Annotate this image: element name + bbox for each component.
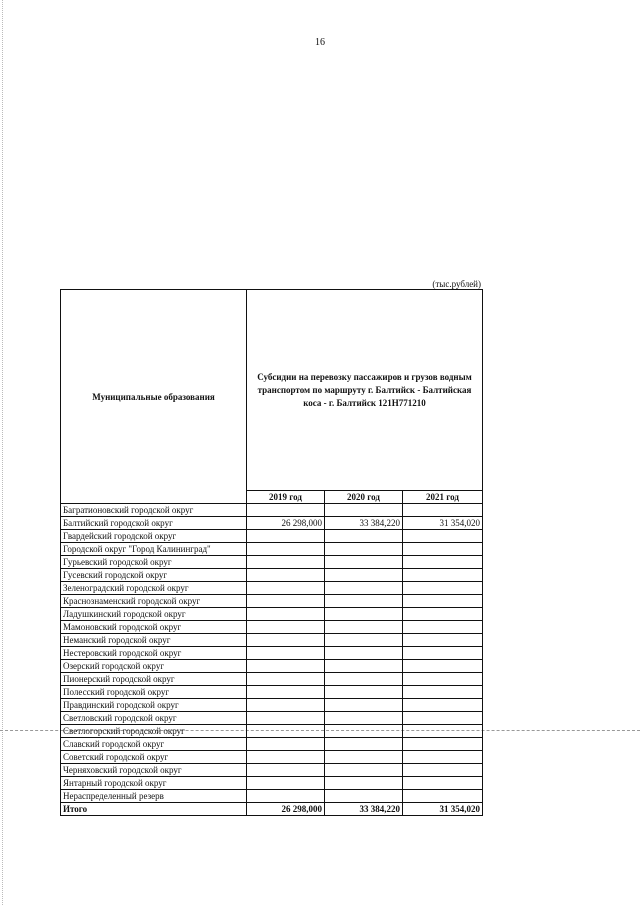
table-row — [61, 738, 483, 751]
table-row — [61, 686, 483, 699]
value-2020 — [325, 673, 403, 686]
municipality-name: Мамоновский городской округ — [61, 621, 247, 634]
value-2019 — [247, 569, 325, 582]
municipality-name: Краснознаменский городской округ — [61, 595, 247, 608]
page-number: 16 — [315, 37, 325, 48]
total-row — [61, 803, 483, 816]
value-2019 — [247, 777, 325, 790]
value-2019 — [247, 712, 325, 725]
municipality-name: Славский городской округ — [61, 738, 247, 751]
value-2021 — [403, 790, 483, 803]
value-2020: 33 384,220 — [325, 803, 403, 816]
value-2020: 33 384,220 — [325, 517, 403, 530]
value-2020 — [325, 582, 403, 595]
value-2021 — [403, 582, 483, 595]
value-2021 — [403, 595, 483, 608]
value-2021 — [403, 699, 483, 712]
municipality-name: Янтарный городской округ — [61, 777, 247, 790]
value-2020 — [325, 608, 403, 621]
value-2021 — [403, 530, 483, 543]
value-2020 — [325, 764, 403, 777]
table-row — [61, 712, 483, 725]
value-2019 — [247, 686, 325, 699]
value-2021 — [403, 712, 483, 725]
value-2021 — [403, 634, 483, 647]
value-2020 — [325, 569, 403, 582]
value-2021 — [403, 543, 483, 556]
value-2021 — [403, 504, 483, 517]
value-2020 — [325, 530, 403, 543]
table-row — [61, 556, 483, 569]
header-municipal: Муниципальные образования — [61, 290, 247, 504]
municipality-name: Озерский городской округ — [61, 660, 247, 673]
header-year-2021: 2021 год — [403, 491, 483, 504]
table-row — [61, 764, 483, 777]
table-row — [61, 751, 483, 764]
table-row — [61, 660, 483, 673]
value-2020 — [325, 556, 403, 569]
municipality-name: Советский городской округ — [61, 751, 247, 764]
municipality-name: Городской округ "Город Калининград" — [61, 543, 247, 556]
municipality-name: Неманский городской округ — [61, 634, 247, 647]
value-2019 — [247, 556, 325, 569]
table-row — [61, 673, 483, 686]
table-row — [61, 725, 483, 738]
header-year-2020: 2020 год — [325, 491, 403, 504]
table-header-row — [61, 290, 483, 491]
value-2020 — [325, 751, 403, 764]
table-row — [61, 569, 483, 582]
value-2020 — [325, 504, 403, 517]
value-2019 — [247, 634, 325, 647]
value-2019 — [247, 530, 325, 543]
value-2020 — [325, 777, 403, 790]
value-2020 — [325, 725, 403, 738]
value-2019 — [247, 647, 325, 660]
value-2021 — [403, 777, 483, 790]
table-row — [61, 634, 483, 647]
municipality-name: Пионерский городской округ — [61, 673, 247, 686]
value-2020 — [325, 699, 403, 712]
total-label: Итого — [61, 803, 247, 816]
municipality-name: Черняховский городской округ — [61, 764, 247, 777]
subsidy-table — [60, 289, 483, 816]
scan-edge-left — [2, 0, 3, 905]
municipality-name: Багратионовский городской округ — [61, 504, 247, 517]
value-2021 — [403, 725, 483, 738]
municipality-name: Ладушкинский городской округ — [61, 608, 247, 621]
value-2019 — [247, 725, 325, 738]
municipality-name: Гурьевский городской округ — [61, 556, 247, 569]
value-2020 — [325, 543, 403, 556]
value-2021 — [403, 621, 483, 634]
value-2020 — [325, 660, 403, 673]
value-2019: 26 298,000 — [247, 803, 325, 816]
value-2019 — [247, 504, 325, 517]
municipality-name: Светловский городской округ — [61, 712, 247, 725]
value-2019 — [247, 751, 325, 764]
value-2021: 31 354,020 — [403, 517, 483, 530]
table-row — [61, 647, 483, 660]
value-2021 — [403, 556, 483, 569]
value-2019 — [247, 699, 325, 712]
value-2021 — [403, 569, 483, 582]
municipality-name: Зеленоградский городской округ — [61, 582, 247, 595]
value-2021 — [403, 764, 483, 777]
value-2021 — [403, 738, 483, 751]
municipality-name: Правдинский городской округ — [61, 699, 247, 712]
value-2019 — [247, 595, 325, 608]
value-2021 — [403, 751, 483, 764]
table-row — [61, 790, 483, 803]
value-2021 — [403, 673, 483, 686]
municipality-name: Светлогорский городской округ — [61, 725, 247, 738]
header-year-2019: 2019 год — [247, 491, 325, 504]
table-row — [61, 621, 483, 634]
value-2020 — [325, 634, 403, 647]
value-2019: 26 298,000 — [247, 517, 325, 530]
value-2019 — [247, 673, 325, 686]
table-row — [61, 543, 483, 556]
value-2020 — [325, 790, 403, 803]
table-row — [61, 595, 483, 608]
value-2019 — [247, 608, 325, 621]
table-row — [61, 608, 483, 621]
municipality-name: Гвардейский городской округ — [61, 530, 247, 543]
municipality-name: Гусевский городской округ — [61, 569, 247, 582]
value-2019 — [247, 790, 325, 803]
value-2019 — [247, 660, 325, 673]
value-2021 — [403, 660, 483, 673]
value-2020 — [325, 647, 403, 660]
table-row — [61, 699, 483, 712]
value-2019 — [247, 621, 325, 634]
municipality-name: Балтийский городской округ — [61, 517, 247, 530]
value-2019 — [247, 582, 325, 595]
value-2021 — [403, 647, 483, 660]
table-row — [61, 530, 483, 543]
table-row — [61, 777, 483, 790]
header-subsidy: Субсидии на перевозку пассажиров и грузов водным транспортом по маршруту г. Балтийск - Балтийская коса - г. Балтийск 121Н771210 — [247, 290, 483, 491]
value-2020 — [325, 686, 403, 699]
municipality-name: Полесский городской округ — [61, 686, 247, 699]
value-2020 — [325, 595, 403, 608]
value-2021 — [403, 686, 483, 699]
value-2020 — [325, 621, 403, 634]
value-2019 — [247, 764, 325, 777]
value-2020 — [325, 738, 403, 751]
value-2019 — [247, 738, 325, 751]
table-row — [61, 582, 483, 595]
value-2020 — [325, 712, 403, 725]
table-row — [61, 504, 483, 517]
value-2019 — [247, 543, 325, 556]
unit-note: (тыс.рублей) — [432, 279, 481, 289]
value-2021: 31 354,020 — [403, 803, 483, 816]
table-row — [61, 517, 483, 530]
municipality-name: Нестеровский городской округ — [61, 647, 247, 660]
value-2021 — [403, 608, 483, 621]
municipality-name: Нераспределенный резерв — [61, 790, 247, 803]
